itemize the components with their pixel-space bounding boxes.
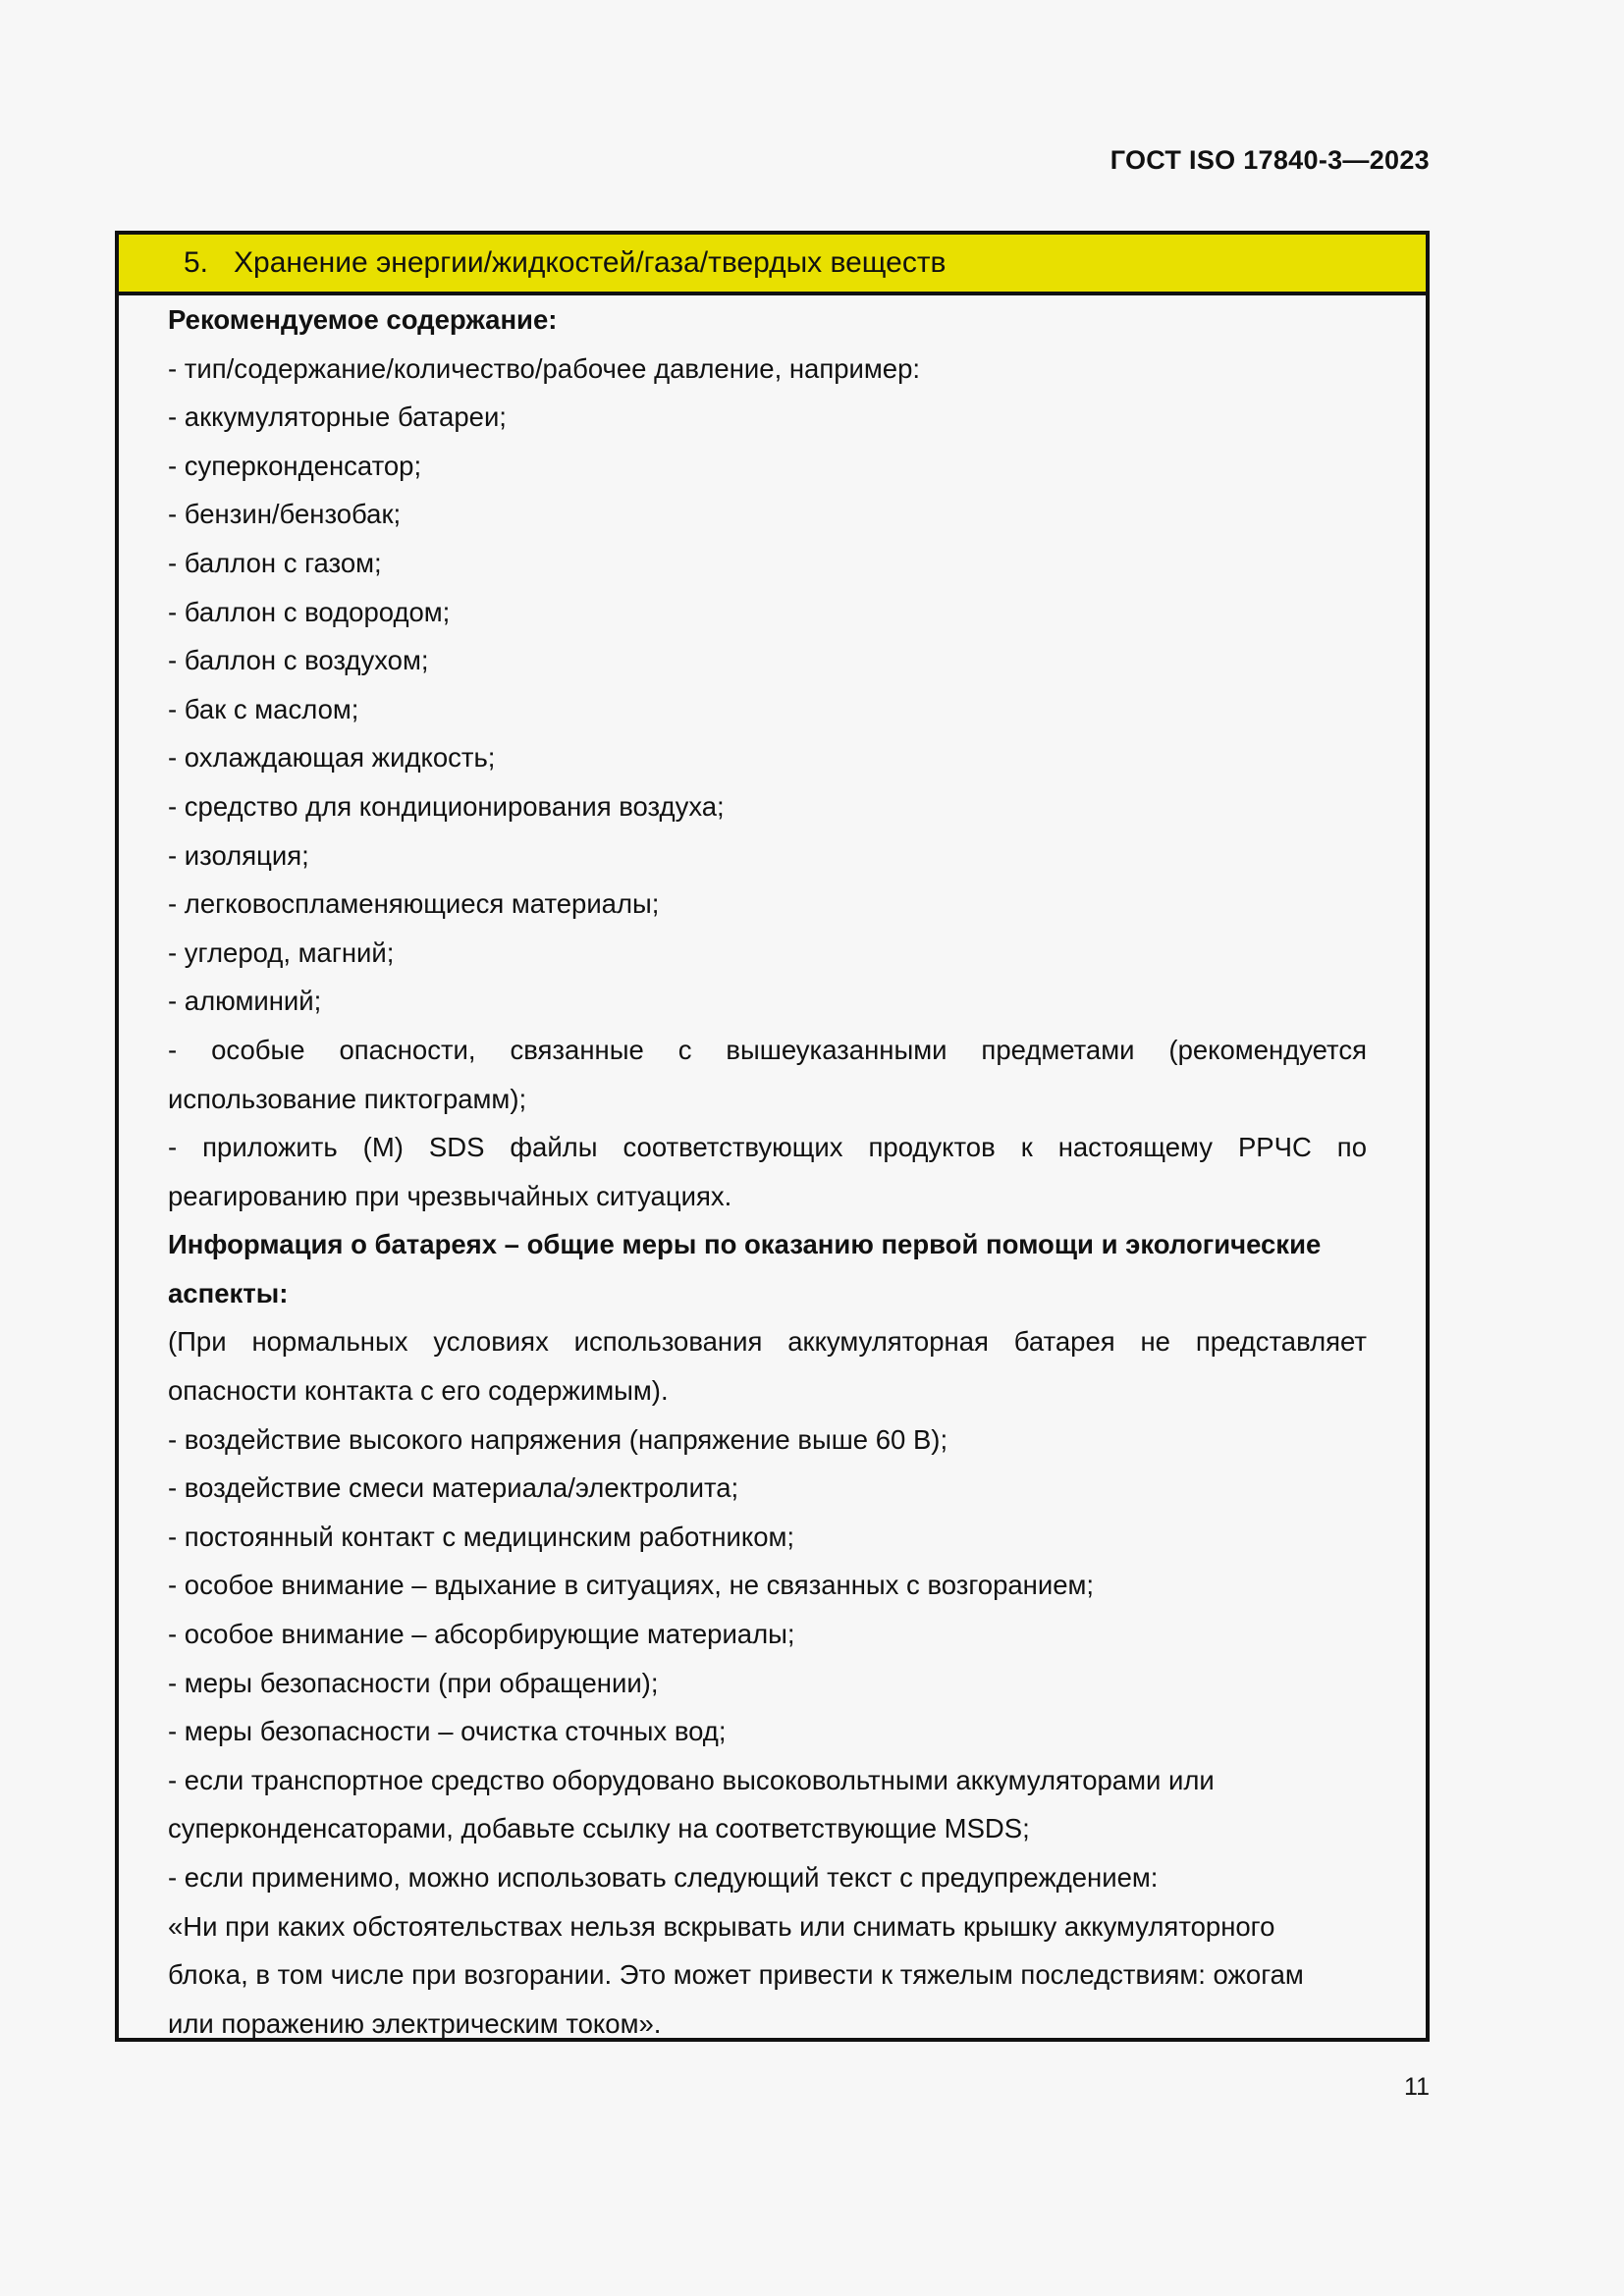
battery-list-item: - меры безопасности (при обращении); xyxy=(168,1667,659,1698)
battery-list-item: - постоянный контакт с медицинским работником; xyxy=(168,1521,795,1552)
recommended-list-item: - легковоспламеняющиеся материалы; xyxy=(168,888,660,920)
battery-list-item: - воздействие смеси материала/электролита; xyxy=(168,1472,739,1504)
recommended-list-item: - аккумуляторные батареи; xyxy=(168,401,507,433)
recommended-heading: Рекомендуемое содержание: xyxy=(168,304,558,335)
battery-note-line-1: (При нормальных условиях использования аккумуляторная батарея не представляет xyxy=(168,1326,1367,1358)
warning-intro: - если применимо, можно использовать следующий текст с предупреждением: xyxy=(168,1862,1159,1893)
section-header xyxy=(119,235,1426,295)
recommended-list-item: - охлаждающая жидкость; xyxy=(168,742,496,774)
section-title: Хранение энергии/жидкостей/газа/твердых веществ xyxy=(234,246,947,279)
recommended-list xyxy=(168,345,1367,1026)
section-number: 5. xyxy=(184,246,209,279)
section-content xyxy=(119,295,1426,2048)
battery-list-item: - меры безопасности – очистка сточных вод; xyxy=(168,1716,727,1747)
document-code: ГОСТ ISO 17840-3—2023 xyxy=(1110,145,1430,175)
section-frame xyxy=(115,231,1430,2042)
hazards-line-2: использование пиктограмм); xyxy=(168,1083,527,1114)
battery-note-line-2: опасности контакта с его содержимым). xyxy=(168,1375,669,1407)
battery-list-item: - особое внимание – абсорбирующие материалы; xyxy=(168,1619,795,1650)
warning-quote-line-1: «Ни при каких обстоятельствах нельзя вскрывать или снимать крышку аккумуляторного xyxy=(168,1910,1275,1942)
warning-quote-line-2: блока, в том числе при возгорании. Это может привести к тяжелым последствиям: ожогам xyxy=(168,1959,1304,1991)
recommended-list-item: - средство для кондиционирования воздуха; xyxy=(168,790,725,822)
recommended-list-item: - баллон с воздухом; xyxy=(168,645,429,676)
hazards-line-1: - особые опасности, связанные с вышеуказанными предметами (рекомендуется xyxy=(168,1034,1367,1065)
recommended-list-item: - углерод, магний; xyxy=(168,936,395,968)
battery-heading-line-2: аспекты: xyxy=(168,1277,289,1308)
battery-list-item: - воздействие высокого напряжения (напряжение выше 60 В); xyxy=(168,1423,948,1455)
battery-list xyxy=(168,1415,1367,1756)
hv-line-1: - если транспортное средство оборудовано высоковольтными аккумуляторами или xyxy=(168,1764,1215,1795)
page-number: 11 xyxy=(1404,2073,1430,2101)
sds-line-1: - приложить (М) SDS файлы соответствующих продуктов к настоящему РРЧС по xyxy=(168,1132,1367,1163)
battery-list-item: - особое внимание – вдыхание в ситуациях, не связанных с возгоранием; xyxy=(168,1570,1095,1601)
warning-quote-line-3: или поражению электрическим током». xyxy=(168,2007,662,2039)
recommended-list-item: - алюминий; xyxy=(168,986,322,1017)
recommended-list-item: - тип/содержание/количество/рабочее давление, например: xyxy=(168,352,921,384)
recommended-list-item: - бак с маслом; xyxy=(168,693,359,724)
recommended-list-item: - бензин/бензобак; xyxy=(168,499,402,530)
hv-line-2: суперконденсаторами, добавьте ссылку на соответствующие MSDS; xyxy=(168,1813,1030,1844)
recommended-list-item: - баллон с водородом; xyxy=(168,596,451,627)
sds-line-2: реагированию при чрезвычайных ситуациях. xyxy=(168,1180,732,1211)
recommended-list-item: - суперконденсатор; xyxy=(168,450,422,481)
recommended-list-item: - баллон с газом; xyxy=(168,547,382,578)
battery-heading-line-1: Информация о батареях – общие меры по оказанию первой помощи и экологические xyxy=(168,1229,1322,1260)
recommended-list-item: - изоляция; xyxy=(168,839,309,871)
